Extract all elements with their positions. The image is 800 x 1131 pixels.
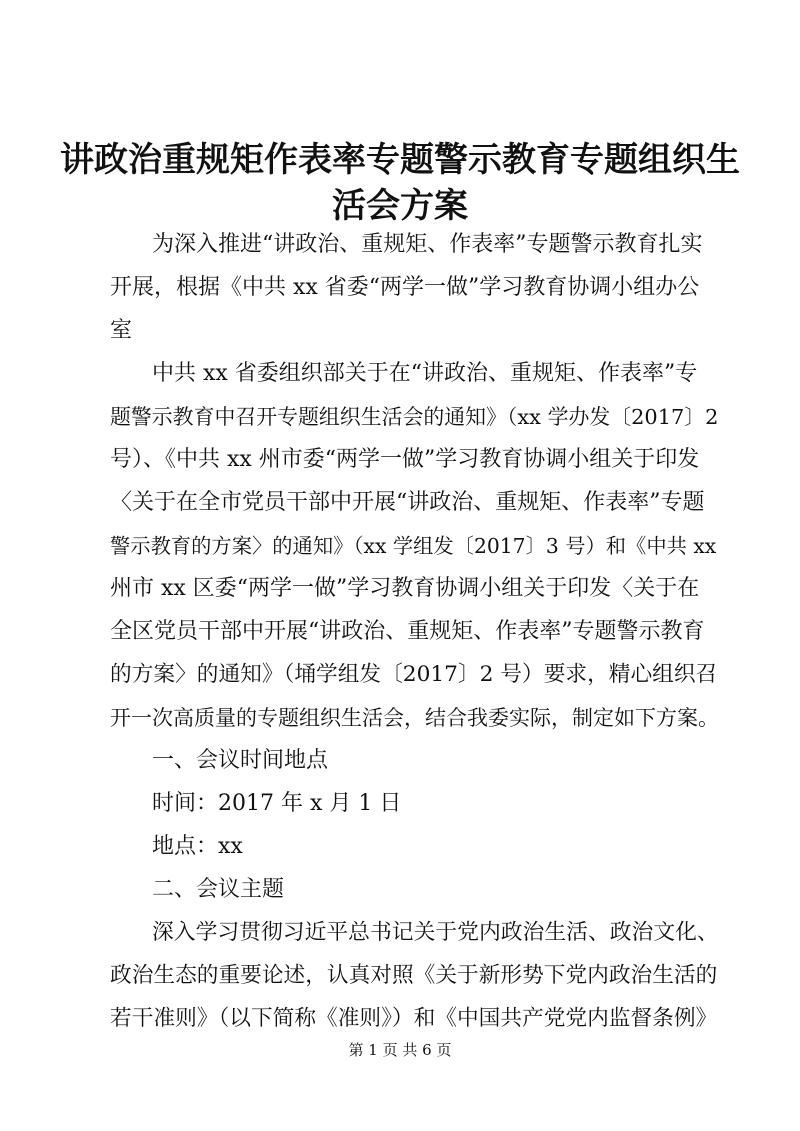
paragraph-line: 题警示教育中召开专题组织生活会的通知》（xx 学办发〔2017〕2: [110, 405, 719, 429]
page-footer: 第 1 页 共 6 页: [348, 1041, 452, 1059]
paragraph-line: 〈关于在全市党员干部中开展“讲政治、重规矩、作表率”专题: [110, 490, 705, 515]
meeting-location: 地点：xx: [152, 834, 243, 859]
paragraph-line: 政治生态的重要论述，认真对照《关于新形势下党内政治生活的: [110, 963, 718, 988]
document-title-line-2: 活会方案: [332, 186, 468, 226]
paragraph-line: 号）、《中共 xx 州市委“两学一做”学习教育协调小组关于印发: [110, 447, 700, 472]
paragraph-line: 深入学习贯彻习近平总书记关于党内政治生活、政治文化、: [152, 920, 719, 945]
paragraph-line: 开展，根据《中共 xx 省委“两学一做”学习教育协调小组办公: [110, 275, 700, 300]
section-heading: 一、会议时间地点: [152, 748, 329, 773]
section-heading: 二、会议主题: [152, 877, 285, 902]
document-title-line-1: 讲政治重规矩作表率专题警示教育专题组织生: [60, 140, 740, 180]
paragraph-line: 室: [110, 318, 133, 343]
paragraph-line: 若干准则》（以下简称《准则》）和《中国共产党党内监督条例》: [110, 1006, 718, 1031]
paragraph-line: 开一次高质量的专题组织生活会，结合我委实际，制定如下方案。: [110, 706, 719, 730]
paragraph-line: 警示教育的方案〉的通知》（xx 学组发〔2017〕3 号）和《中共 xx: [110, 534, 717, 558]
meeting-time: 时间：2017 年 x 月 1 日: [152, 791, 402, 816]
paragraph-line: 州市 xx 区委“两学一做”学习教育协调小组关于印发〈关于在: [110, 576, 700, 601]
paragraph-line: 的方案〉的通知》（埇学组发〔2017〕2 号）要求，精心组织召: [110, 662, 718, 687]
paragraph-line: 为深入推进“讲政治、重规矩、作表率”专题警示教育扎实: [152, 232, 703, 257]
paragraph-line: 全区党员干部中开展“讲政治、重规矩、作表率”专题警示教育: [110, 619, 705, 644]
paragraph-line: 中共 xx 省委组织部关于在“讲政治、重规矩、作表率”专: [152, 361, 698, 386]
